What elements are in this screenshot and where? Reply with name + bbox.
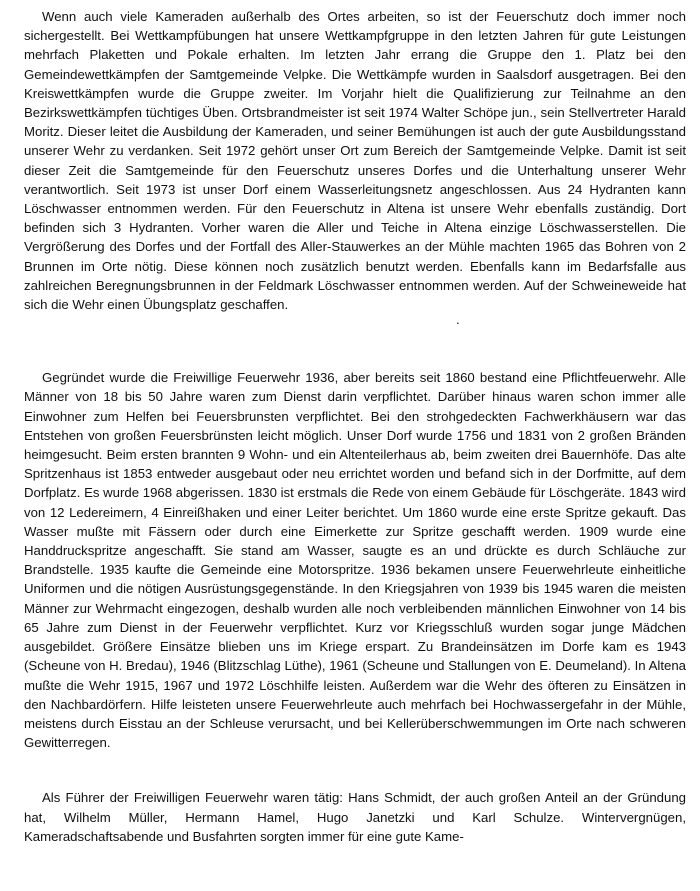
paragraph-leaders: Als Führer der Freiwilligen Feuerwehr waren tätig: Hans Schmidt, der auch großen Anteil an der Gründung hat, Wilhelm Müller, Hermann Hamel, Hugo Janetzki und Karl Schulze. Wintervergnügen, Kameradschaftsabende und Busfahrten sorgten immer für eine gute Kame- bbox=[24, 790, 686, 844]
paragraph-fire-protection: Wenn auch viele Kameraden außerhalb des Ortes arbeiten, so ist der Feuerschutz doch immer noch sichergestellt. Bei Wettkampfübungen hat unsere Wettkampfgruppe in den letzten Jahren für gute Leistungen mehrfach Plaketten und Pokale erhalten. Im letzten Jahr errang die Gruppe den 1. Platz bei den Gemeindewettkämpfen der Samtgemeinde Velpke. Die Wettkämpfe wurden in Saalsdorf ausgetragen. Bei den Kreiswettkämpfen wurde die Gruppe zweiter. Im Vorjahr hielt die Qualifizierung zur Teilnahme an den Bezirkswettkämpfen tüchtiges Üben. Ortsbrandmeister ist seit 1974 Walter Schöpe jun., sein Stellvertreter Harald Moritz. Dieser leitet die Ausbildung der Kameraden, und seiner Bemühungen ist auch der gute Ausbildungsstand unserer Wehr zu verdanken. Seit 1972 gehört unser Ort zum Bereich der Samtgemeinde Velpke. Damit ist seit dieser Zeit die Samtgemeinde für den Feuerschutz unseres Dorfes und die Unterhaltung unserer Wehr verantwortlich. Seit 1973 ist unser Dorf einem Wasserleitungsnetz angeschlossen. Aus 24 Hydranten kann Löschwasser entnommen werden. Für den Feuerschutz in Altena ist unsere Wehr ebenfalls zuständig. Dort befinden sich 3 Hydranten. Vorher waren die Aller und Teiche in Altena einzige Löschwasserstellen. Die Vergrößerung des Dorfes und der Fortfall des Aller-Stauwerkes an der Mühle machten 1965 das Bohren von 2 Brunnen im Orte nötig. Diese können noch zusätzlich benutzt werden. Ebenfalls kann im Bedarfsfalle aus zahlreichen Beregnungsbrunnen in der Feldmark Löschwasser entnommen werden. Auf der Schweineweide hat sich die Wehr einen Übungsplatz geschaffen. bbox=[24, 9, 686, 313]
paragraph-founding-history: Gegründet wurde die Freiwillige Feuerwehr 1936, aber bereits seit 1860 bestand eine Pflichtfeuerwehr. Alle Männer von 18 bis 50 Jahre waren zum Dienst darin verpflichtet. Darüber hinaus waren schon immer alle Einwohner zum Helfen bei Feuersbrunsten verpflichtet. Bei den strohgedeckten Fachwerkhäusern war das Entstehen von großen Feuersbrünsten leicht möglich. Unser Dorf wurde 1756 und 1831 von 2 großen Bränden heimgesucht. Beim ersten brannten 9 Wohn- und ein Altenteilerhaus ab, beim zweiten drei Bauernhöfe. Das alte Spritzenhaus ist 1853 entweder ausgebaut oder neu errichtet worden und befand sich in der Dorfmitte, auf dem Dorfplatz. Es wurde 1968 abgerissen. 1830 ist erstmals die Rede von einem Gebäude für Löschgeräte. 1843 wird von 12 Ledereimern, 4 Einreißhaken und einer Leiter berichtet. Um 1860 wurde eine erste Spritze gekauft. Das Wasser mußte mit Fässern oder durch eine Eimerkette zur Spritze geschafft werden. 1909 wurde eine Handdruckspritze angeschafft. Sie stand am Wasser, saugte es an und drückte es durch Schläuche zur Brandstelle. 1935 kaufte die Gemeinde eine Motorspritze. 1936 bekamen unsere Feuerwehrleute einheitliche Uniformen und die nötigen Ausrüstungsgegenstände. In den Kriegsjahren von 1939 bis 1945 waren die meisten Männer zur Wehrmacht eingezogen, deshalb wurden alle noch verbleibenden männlichen Einwohner von 14 bis 65 Jahre zum Dienst in der Feuerwehr verpflichtet. Kurz vor Kriegsschluß wurden sogar junge Mädchen ausgebildet. Größere Einsätze blieben uns im Kriege erspart. Zu Brandeinsätzen im Dorfe kam es 1943 (Scheune von H. Bredau), 1946 (Blitzschlag Lüthe), 1961 (Scheune und Stallungen von E. Deumeland). In Altena mußte die Wehr 1915, 1967 und 1972 Löschhilfe leisten. Außerdem war die Wehr des öfteren zu Einsätzen in den Nachbardörfern. Hilfe leisteten unsere Feuerwehrleute auch mehrfach bei Hochwassergefahr in der Mühle, meistens durch Eisstau an der Schleuse verursacht, und bei Kellerüberschwemmungen im Orte nach schweren Gewitterregen. bbox=[24, 370, 686, 751]
separator-dot: . bbox=[456, 312, 460, 328]
